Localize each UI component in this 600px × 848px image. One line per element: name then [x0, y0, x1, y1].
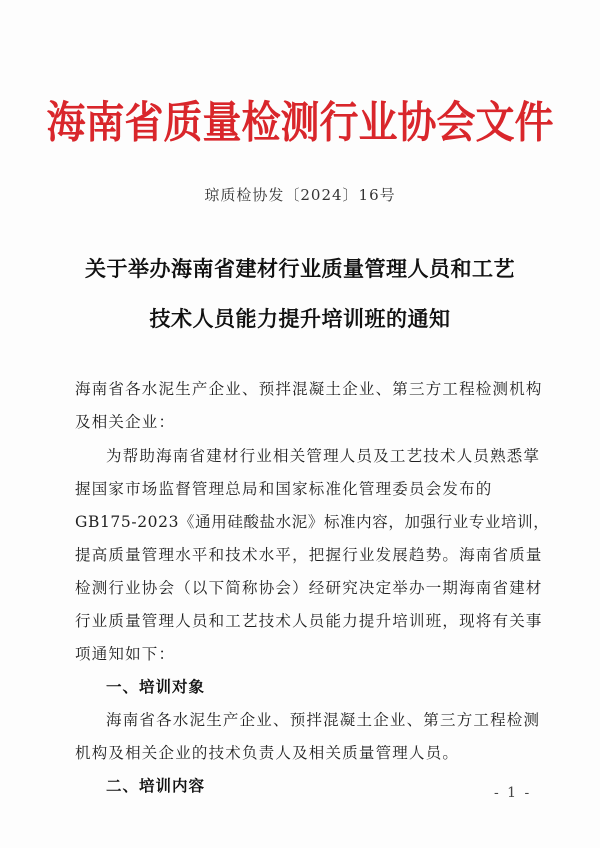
intro-line: GB175-2023《通用硅酸盐水泥》标准内容，加强行业专业培训， — [75, 513, 550, 531]
section-heading-training-target: 一、培训对象 — [106, 678, 206, 696]
intro-line: 握国家市场监督管理总局和国家标准化管理委员会发布的 — [75, 480, 493, 498]
intro-line: 检测行业协会（以下简称协会）经研究决定举办一期海南省建材 — [75, 579, 543, 597]
notice-title-line-2: 技术人员能力提升培训班的通知 — [149, 307, 451, 331]
document-number: 琼质检协发〔2024〕16号 — [204, 186, 396, 204]
intro-line: 为帮助海南省建材行业相关管理人员及工艺技术人员熟悉掌 — [106, 447, 541, 465]
document-masthead: 海南省质量检测行业协会文件 — [46, 98, 554, 149]
intro-line: 项通知如下： — [75, 645, 176, 663]
intro-line: 行业质量管理人员和工艺技术人员能力提升培训班，现将有关事 — [75, 612, 543, 630]
notice-title-line-1: 关于举办海南省建材行业质量管理人员和工艺 — [85, 257, 515, 281]
page-number: - 1 - — [494, 785, 532, 801]
section-1-line: 机构及相关企业的技术负责人及相关质量管理人员。 — [75, 744, 460, 762]
addressee-line-2: 及相关企业： — [75, 413, 176, 431]
intro-line: 提高质量管理水平和技术水平，把握行业发展趋势。海南省质量 — [75, 546, 543, 564]
section-heading-training-content: 二、培训内容 — [106, 777, 206, 795]
section-1-line: 海南省各水泥生产企业、预拌混凝土企业、第三方工程检测 — [106, 711, 541, 729]
addressee-line-1: 海南省各水泥生产企业、预拌混凝土企业、第三方工程检测机构 — [75, 380, 543, 398]
